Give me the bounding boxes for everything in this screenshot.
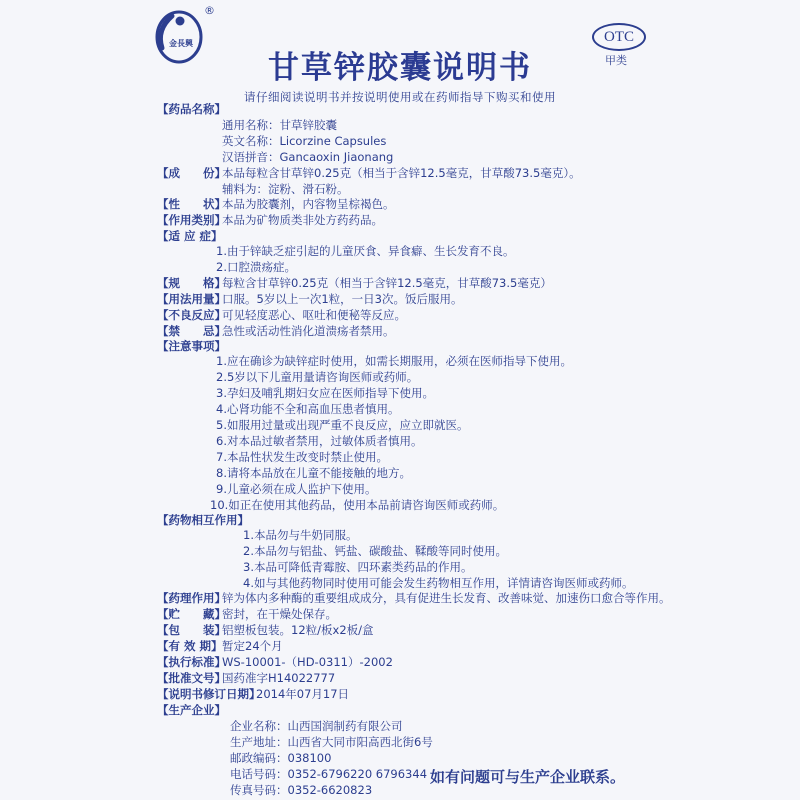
precaution-item: 3.孕妇及哺乳期妇女应在医师指导下使用。 bbox=[216, 386, 434, 400]
adverse-value: 可见轻度恶心、呕吐和便秘等反应。 bbox=[222, 308, 406, 322]
composition-value: 本品每粒含甘草锌0.25克（相当于含锌12.5毫克，甘草酸73.5毫克）。 bbox=[222, 166, 581, 180]
otc-class: 甲类 bbox=[605, 54, 627, 67]
manufacturer-item: 邮政编码：038100 bbox=[230, 751, 332, 765]
standard-value: WS-10001-（HD-0311）-2002 bbox=[222, 655, 393, 669]
contraindications-value: 急性或活动性消化道溃疡者禁用。 bbox=[222, 324, 395, 338]
interaction-item: 2.本品勿与铝盐、钙盐、碳酸盐、鞣酸等同时使用。 bbox=[243, 544, 507, 558]
section-label-pharmacology: 【药理作用】 bbox=[157, 591, 226, 605]
section-label-appearance: 【性 状】 bbox=[157, 197, 226, 211]
interaction-item: 3.本品可降低青霉胺、四环素类药品的作用。 bbox=[243, 560, 473, 574]
section-label-drug-name: 【药品名称】 bbox=[157, 102, 226, 116]
registered-mark: ® bbox=[204, 4, 215, 17]
section-label-revision: 【说明书修订日期】 bbox=[157, 687, 261, 701]
section-label-approval: 【批准文号】 bbox=[157, 671, 226, 685]
indication-item: 1.由于锌缺乏症引起的儿童厌食、异食癖、生长发育不良。 bbox=[216, 244, 515, 258]
revision-value: 2014年07月17日 bbox=[256, 687, 350, 701]
storage-value: 密封，在干燥处保存。 bbox=[222, 607, 337, 621]
dosage-value: 口服。5岁以上一次1粒，一日3次。饭后服用。 bbox=[222, 292, 463, 306]
manufacturer-item: 生产地址：山西省大同市阳高西北街6号 bbox=[230, 735, 433, 749]
drug-name-item: 通用名称：甘草锌胶囊 bbox=[222, 118, 337, 132]
manufacturer-item: 电话号码：0352-6796220 6796344 bbox=[230, 767, 428, 781]
section-label-dosage: 【用法用量】 bbox=[157, 292, 226, 306]
composition-excipients: 辅料为：淀粉、滑石粉。 bbox=[222, 182, 349, 196]
section-label-interactions: 【药物相互作用】 bbox=[157, 513, 249, 527]
brand-logo-text: 金長興 bbox=[169, 39, 193, 48]
precaution-item: 7.本品性状发生改变时禁止使用。 bbox=[216, 450, 388, 464]
manufacturer-item: 传真号码：0352-6620823 bbox=[230, 783, 373, 797]
interaction-item: 4.如与其他药物同时使用可能会发生药物相互作用，详情请咨询医师或药师。 bbox=[243, 576, 634, 590]
section-label-specification: 【规 格】 bbox=[157, 276, 226, 290]
interaction-item: 1.本品勿与牛奶同服。 bbox=[243, 528, 358, 542]
precaution-item: 9.儿童必须在成人监护下使用。 bbox=[216, 482, 377, 496]
precaution-item: 5.如服用过量或出现严重不良反应，应立即就医。 bbox=[216, 418, 469, 432]
otc-badge: OTC bbox=[592, 23, 646, 51]
precaution-item: 10.如正在使用其他药品，使用本品前请咨询医师或药师。 bbox=[210, 498, 505, 512]
approval-value: 国药准字H14022777 bbox=[222, 671, 336, 685]
page-subtitle: 请仔细阅读说明书并按说明使用或在药师指导下购买和使用 bbox=[244, 90, 556, 104]
section-label-contraindications: 【禁 忌】 bbox=[157, 324, 226, 338]
section-label-manufacturer: 【生产企业】 bbox=[157, 703, 226, 717]
drug-name-item: 英文名称：Licorzine Capsules bbox=[222, 134, 387, 148]
precaution-item: 8.请将本品放在儿童不能接触的地方。 bbox=[216, 466, 411, 480]
appearance-value: 本品为胶囊剂，内容物呈棕褐色。 bbox=[222, 197, 395, 211]
section-label-indications: 【适 应 症】 bbox=[157, 229, 223, 243]
specification-value: 每粒含甘草锌0.25克（相当于含锌12.5毫克，甘草酸73.5毫克） bbox=[222, 276, 552, 290]
precaution-item: 4.心肾功能不全和高血压患者慎用。 bbox=[216, 402, 400, 416]
package-value: 铝塑板包装。12粒/板x2板/盒 bbox=[222, 623, 374, 637]
section-label-precautions: 【注意事项】 bbox=[157, 339, 226, 353]
precaution-item: 1.应在确诊为缺锌症时使用，如需长期服用，必须在医师指导下使用。 bbox=[216, 354, 572, 368]
page-title: 甘草锌胶囊说明书 bbox=[268, 50, 532, 86]
indication-item: 2.口腔溃疡症。 bbox=[216, 260, 296, 274]
section-label-standard: 【执行标准】 bbox=[157, 655, 226, 669]
section-label-composition: 【成 份】 bbox=[157, 166, 226, 180]
contact-note: 如有问题可与生产企业联系。 bbox=[430, 768, 626, 786]
section-label-adverse: 【不良反应】 bbox=[157, 308, 226, 322]
section-label-storage: 【贮 藏】 bbox=[157, 607, 226, 621]
drug-name-item: 汉语拼音：Gancaoxin Jiaonang bbox=[222, 150, 394, 164]
manufacturer-item: 企业名称：山西国润制药有限公司 bbox=[230, 719, 403, 733]
section-label-validity: 【有 效 期】 bbox=[157, 639, 223, 653]
pharmacology-value: 锌为体内多种酶的重要组成成分，具有促进生长发育、改善味觉、加速伤口愈合等作用。 bbox=[222, 591, 671, 605]
section-label-package: 【包 装】 bbox=[157, 623, 226, 637]
precaution-item: 2.5岁以下儿童用量请咨询医师或药师。 bbox=[216, 370, 419, 384]
category-value: 本品为矿物质类非处方药药品。 bbox=[222, 213, 383, 227]
section-label-category: 【作用类别】 bbox=[157, 213, 226, 227]
validity-value: 暂定24个月 bbox=[222, 639, 283, 653]
precaution-item: 6.对本品过敏者禁用，过敏体质者慎用。 bbox=[216, 434, 423, 448]
